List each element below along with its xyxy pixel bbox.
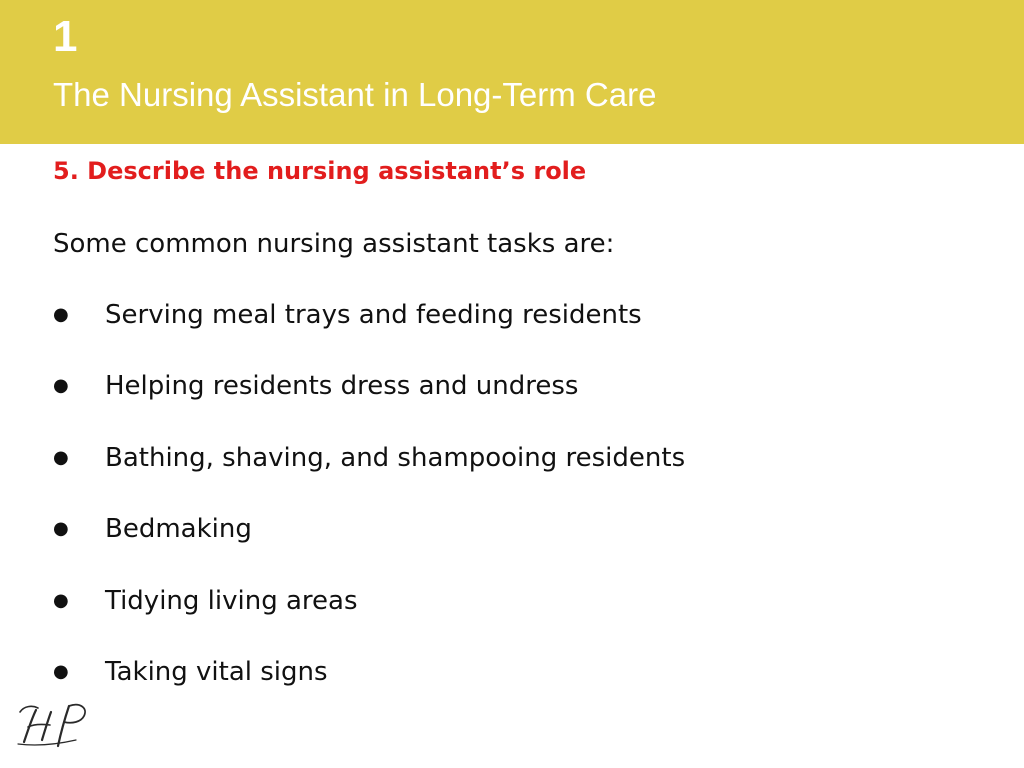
list-item (53, 298, 685, 332)
task-label: Bathing, shaving, and shampooing residents (105, 442, 686, 473)
publisher-logo (10, 700, 160, 762)
list-item (53, 584, 685, 618)
task-label: Helping residents dress and undress (105, 371, 579, 402)
list-item (53, 369, 685, 403)
bullet-icon: ● (53, 375, 69, 397)
task-label: Tidying living areas (105, 585, 358, 616)
intro-text: Some common nursing assistant tasks are: (53, 229, 615, 259)
chapter-title: The Nursing Assistant in Long-Term Care (53, 76, 657, 113)
section-heading: 5. Describe the nursing assistant’s role (53, 157, 587, 185)
task-label: Serving meal trays and feeding residents (105, 300, 642, 330)
list-item (53, 655, 685, 689)
list-item (53, 512, 685, 546)
bullet-icon: ● (53, 446, 69, 468)
bullet-icon: ● (53, 518, 69, 540)
chapter-number: 1 (53, 12, 78, 61)
list-item (53, 441, 685, 475)
bullet-icon: ● (53, 304, 69, 325)
task-label: Taking vital signs (105, 656, 328, 687)
hartman-logo-icon (14, 700, 94, 750)
header-band (0, 0, 1024, 144)
task-list (53, 298, 685, 726)
task-label: Bedmaking (105, 514, 252, 545)
bullet-icon: ● (53, 589, 69, 611)
bullet-icon: ● (53, 660, 69, 682)
